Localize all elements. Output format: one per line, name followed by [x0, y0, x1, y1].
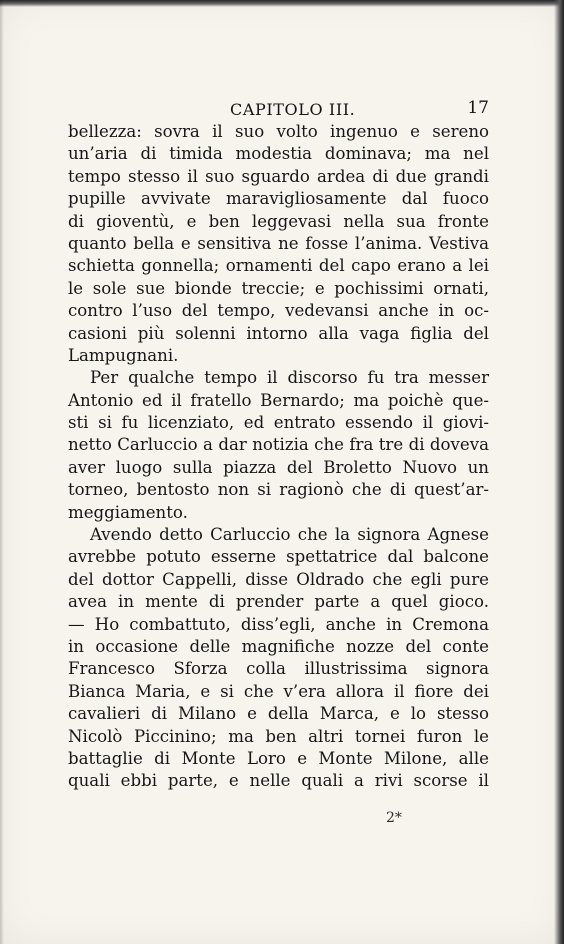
- text-line: schietta gonnella; ornamenti del capo erano a lei: [68, 256, 489, 276]
- body-text: [68, 121, 489, 793]
- text-line: del dottor Cappelli, disse Oldrado che egli pure: [68, 569, 489, 589]
- text-line: Lampugnani.: [68, 345, 179, 365]
- text-line: meggiamento.: [68, 502, 188, 522]
- text-line: torneo, bentosto non si ragionò che di quest’ar-: [68, 480, 489, 500]
- text-line: avea in mente di prender parte a quel gioco.: [68, 592, 489, 612]
- text-line: in occasione delle magnifiche nozze del conte: [68, 636, 489, 656]
- text-line: un’aria di timida modestia dominava; ma nel: [68, 144, 489, 164]
- text-line: netto Carluccio a dar notizia che fra tre di doveva: [68, 435, 489, 455]
- text-line: quanto bella e sensitiva ne fosse l’anima. Vestiva: [68, 233, 489, 253]
- text-line: aver luogo sulla piazza del Broletto Nuovo un: [68, 457, 489, 477]
- text-line: bellezza: sovra il suo volto ingenuo e sereno: [68, 122, 489, 141]
- text-line: contro l’uso del tempo, vedevansi anche in oc-: [68, 301, 489, 321]
- text-line: sti si fu licenziato, ed entrato essendo il giovi-: [68, 413, 489, 433]
- text-line: battaglie di Monte Loro e Monte Milone, alle: [68, 748, 489, 768]
- text-line: cavalieri di Milano e della Marca, e lo stesso: [68, 704, 489, 724]
- text-line: Nicolò Piccinino; ma ben altri tornei furon le: [68, 726, 489, 746]
- text-line: casioni più solenni intorno alla vaga figlia del: [68, 323, 489, 343]
- page-top-edge-shadow: [0, 0, 564, 7]
- page-left-edge-shadow: [0, 0, 4, 944]
- signature-mark: 2*: [386, 810, 402, 826]
- text-line: di gioventù, e ben leggevasi nella sua fronte: [68, 211, 489, 231]
- text-line: le sole sue bionde treccie; e pochissimi ornati,: [68, 278, 489, 298]
- running-head: CAPITOLO III.: [230, 100, 356, 119]
- page-right-edge-shadow: [554, 0, 564, 944]
- text-line: Per qualche tempo il discorso fu tra messer: [90, 368, 489, 388]
- page-number: 17: [467, 98, 489, 118]
- text-line: tempo stesso il suo sguardo ardea di due grandi: [68, 166, 489, 186]
- text-line: Avendo detto Carluccio che la signora Agnese: [90, 525, 489, 545]
- text-line: pupille avvivate maravigliosamente dal fuoco: [68, 189, 489, 209]
- text-line: avrebbe potuto esserne spettatrice dal balcone: [68, 547, 489, 567]
- text-line: — Ho combattuto, diss’egli, anche in Cremona: [68, 614, 489, 634]
- text-line: quali ebbi parte, e nelle quali a rivi scorse il: [68, 771, 489, 791]
- text-line: Francesco Sforza colla illustrissima signora: [68, 659, 489, 679]
- text-line: Antonio ed il fratello Bernardo; ma poichè que-: [68, 390, 489, 410]
- text-line: Bianca Maria, e si che v’era allora il fiore dei: [68, 681, 489, 701]
